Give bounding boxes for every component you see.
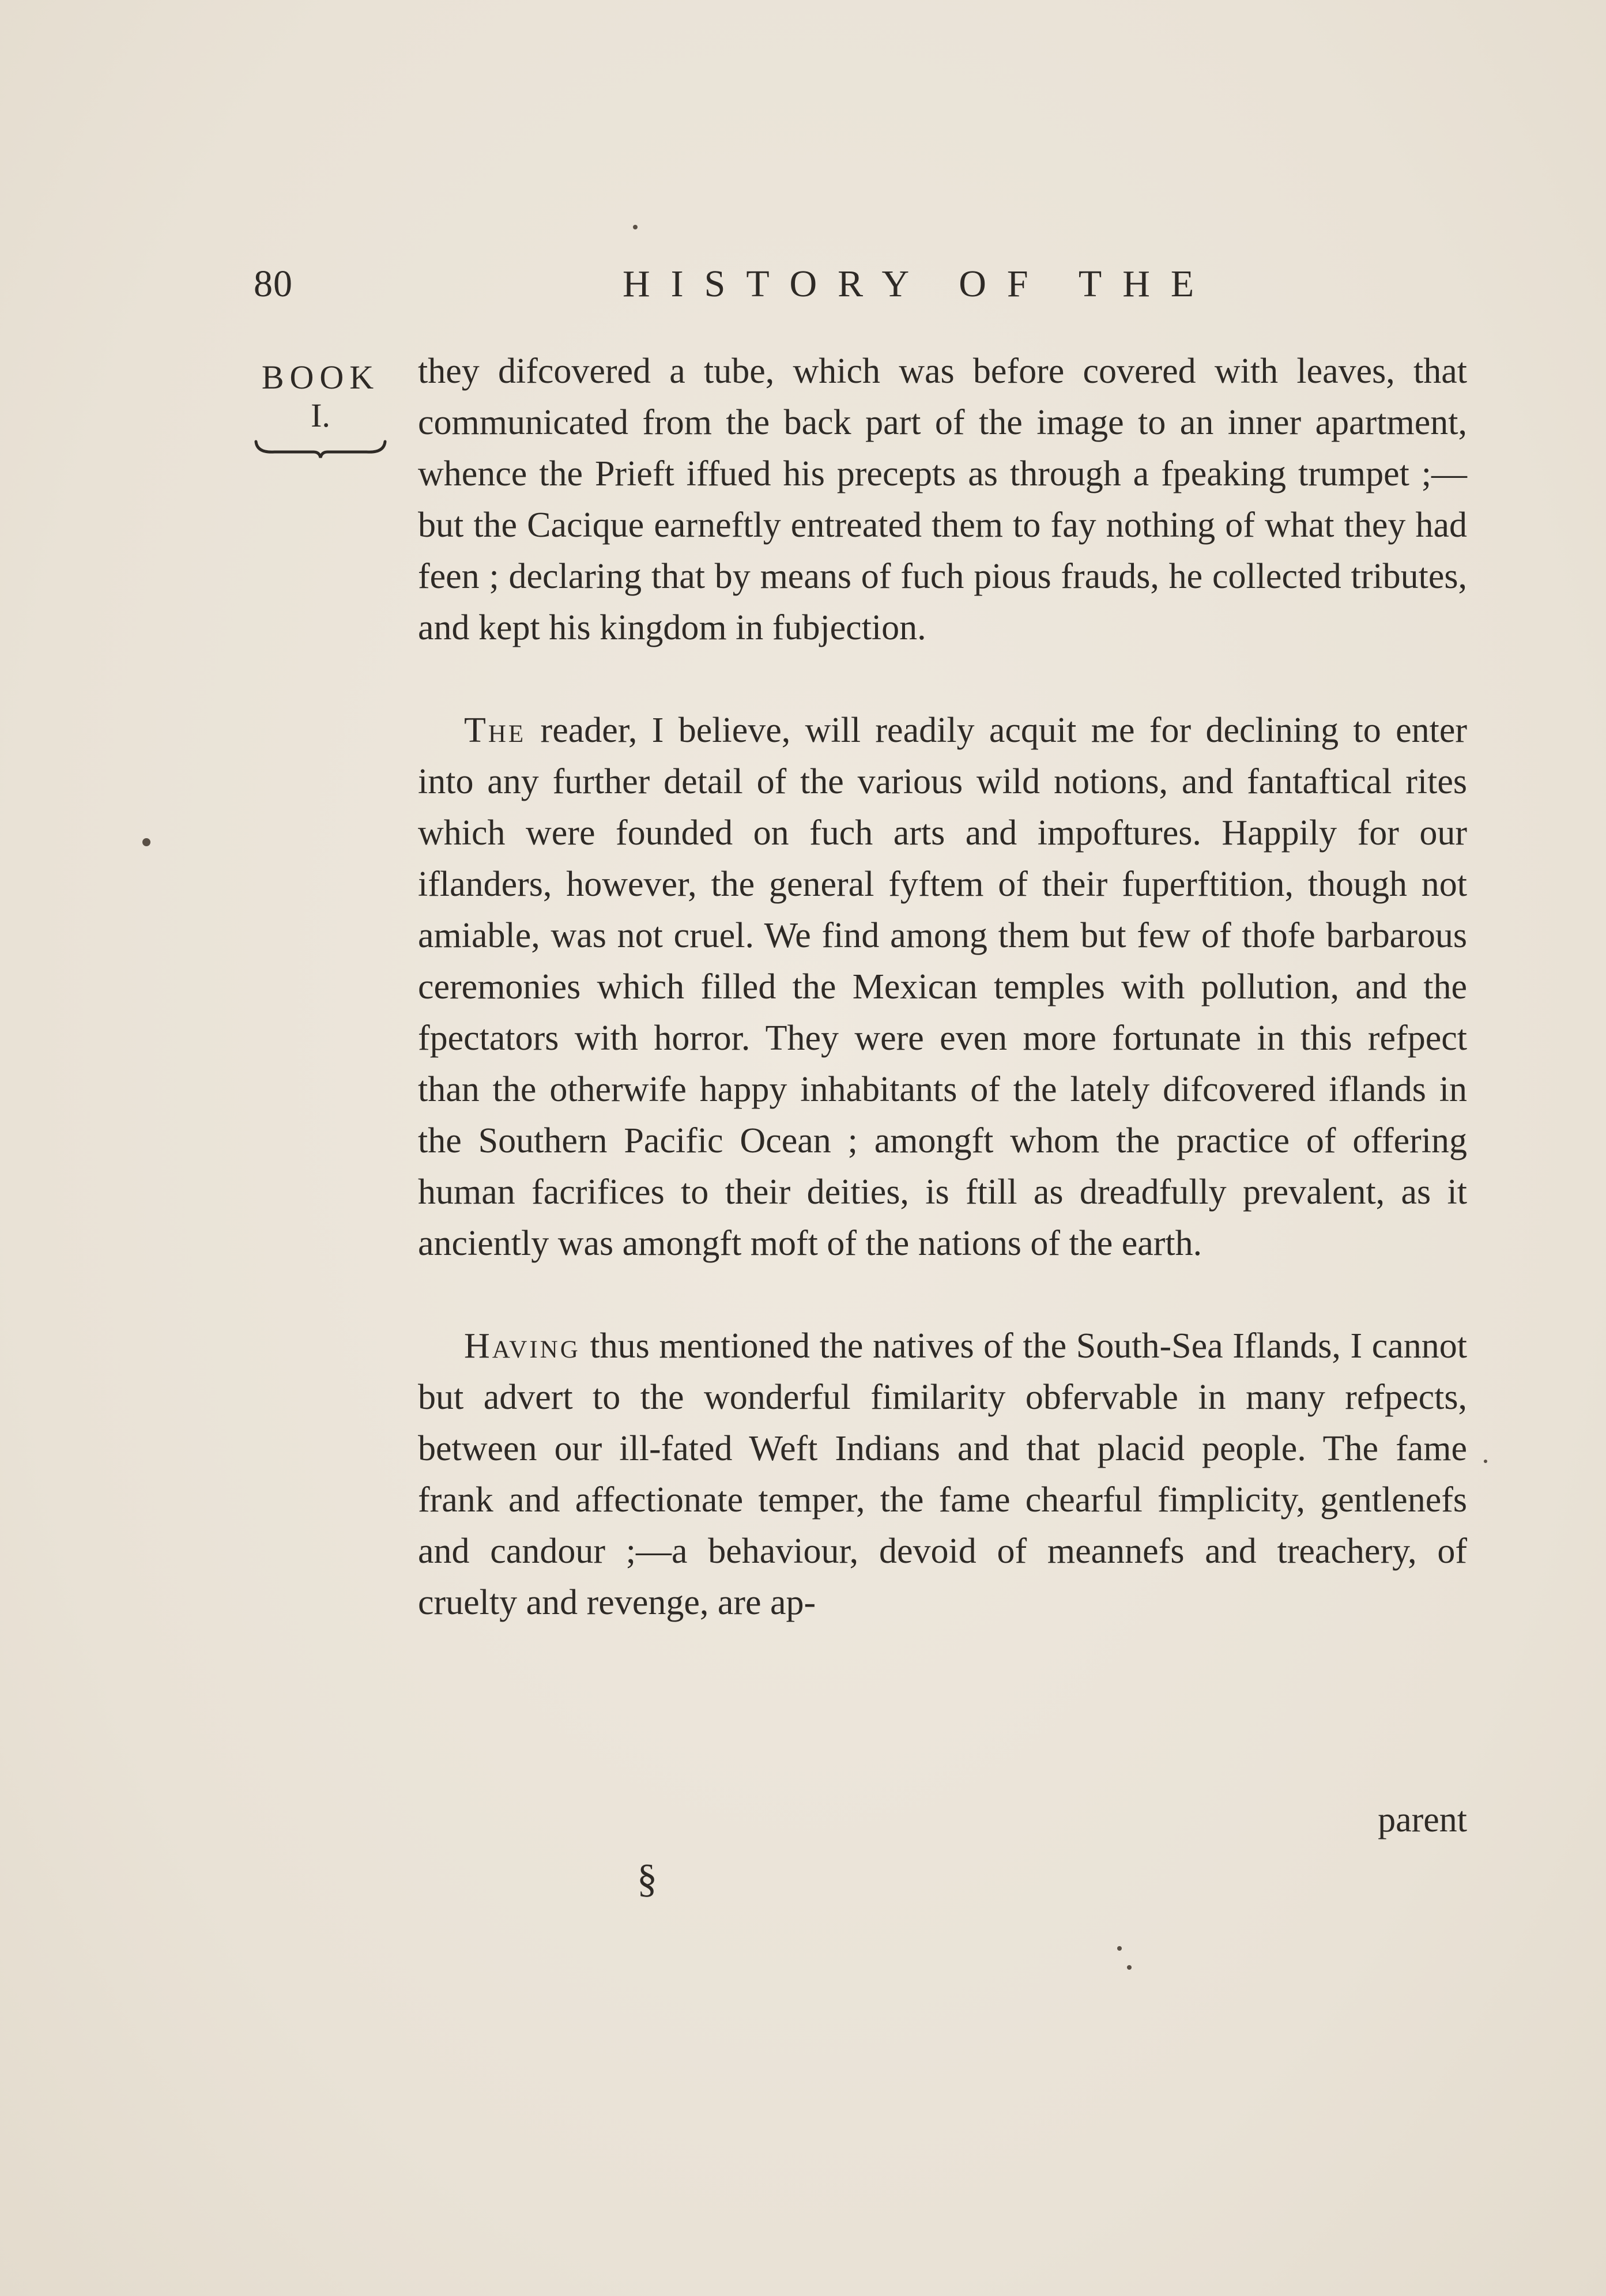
paragraph-3-lead: Having (464, 1326, 580, 1366)
foxing-spot (142, 838, 150, 846)
running-head: HISTORY OF THE (623, 263, 1215, 305)
paragraph-2-text: reader, I believe, will readily acquit me for declining to enter into any further detail of the various wild notions, and fantaftical rites which were founded on fuch arts and impoftures. Happily for our iflanders, however, the general fyftem of their fuperftition, though not amiable, was not cruel. We find among them but few of thofe barbarous ceremonies which filled the Mexican temples with pollution, and the fpectators with horror. They were even more fortunate in this refpect than the otherwife happy inhabitants of the lately difcovered iflands in the Southern Pacific Ocean ; amongft whom the practice of offering human facrifices to their deities, is ftill as dreadfully prevalent, as it anciently was amongft moft of the nations of the earth. (418, 711, 1467, 1263)
paragraph-3 (418, 1321, 1467, 1628)
foxing-spot (1117, 1946, 1122, 1951)
paragraph-1-text: they difcovered a tube, which was before covered with leaves, that communicated from the back part of the image to an inner apartment, whence the Prieft iffued his precepts as through a fpeaking trumpet ;—but the Cacique earneftly entreated them to fay nothing of what they had feen ; declaring that by means of fuch pious frauds, he collected tributes, and kept his kingdom in fubjection. (418, 352, 1467, 647)
paragraph-2 (418, 705, 1467, 1269)
catchword: parent (1378, 1800, 1467, 1839)
page-number: 80 (254, 263, 293, 305)
paragraph-2-lead: The (464, 711, 526, 750)
book-label: BOOK (261, 359, 380, 396)
book-number: I. (311, 397, 330, 434)
body-text (418, 346, 1467, 1628)
signature-mark: § (637, 1857, 657, 1901)
foxing-spot (1127, 1965, 1132, 1970)
foxing-spot (1484, 1460, 1487, 1463)
paragraph-1 (418, 346, 1467, 654)
page-header (254, 262, 1464, 314)
paragraph-3-text: thus mentioned the natives of the South-Sea Iflands, I cannot but advert to the wonderful fimilarity obfervable in many refpects, between our ill-fated Weft Indians and that placid people. The fame frank and affectionate temper, the fame chearful fimplicity, gentlenefs and candour ;—a behaviour, devoid of meannefs and treachery, of cruelty and revenge, are ap- (418, 1326, 1467, 1622)
margin-book-note (251, 357, 390, 460)
brace-icon (251, 437, 390, 460)
foxing-spot (633, 225, 638, 229)
